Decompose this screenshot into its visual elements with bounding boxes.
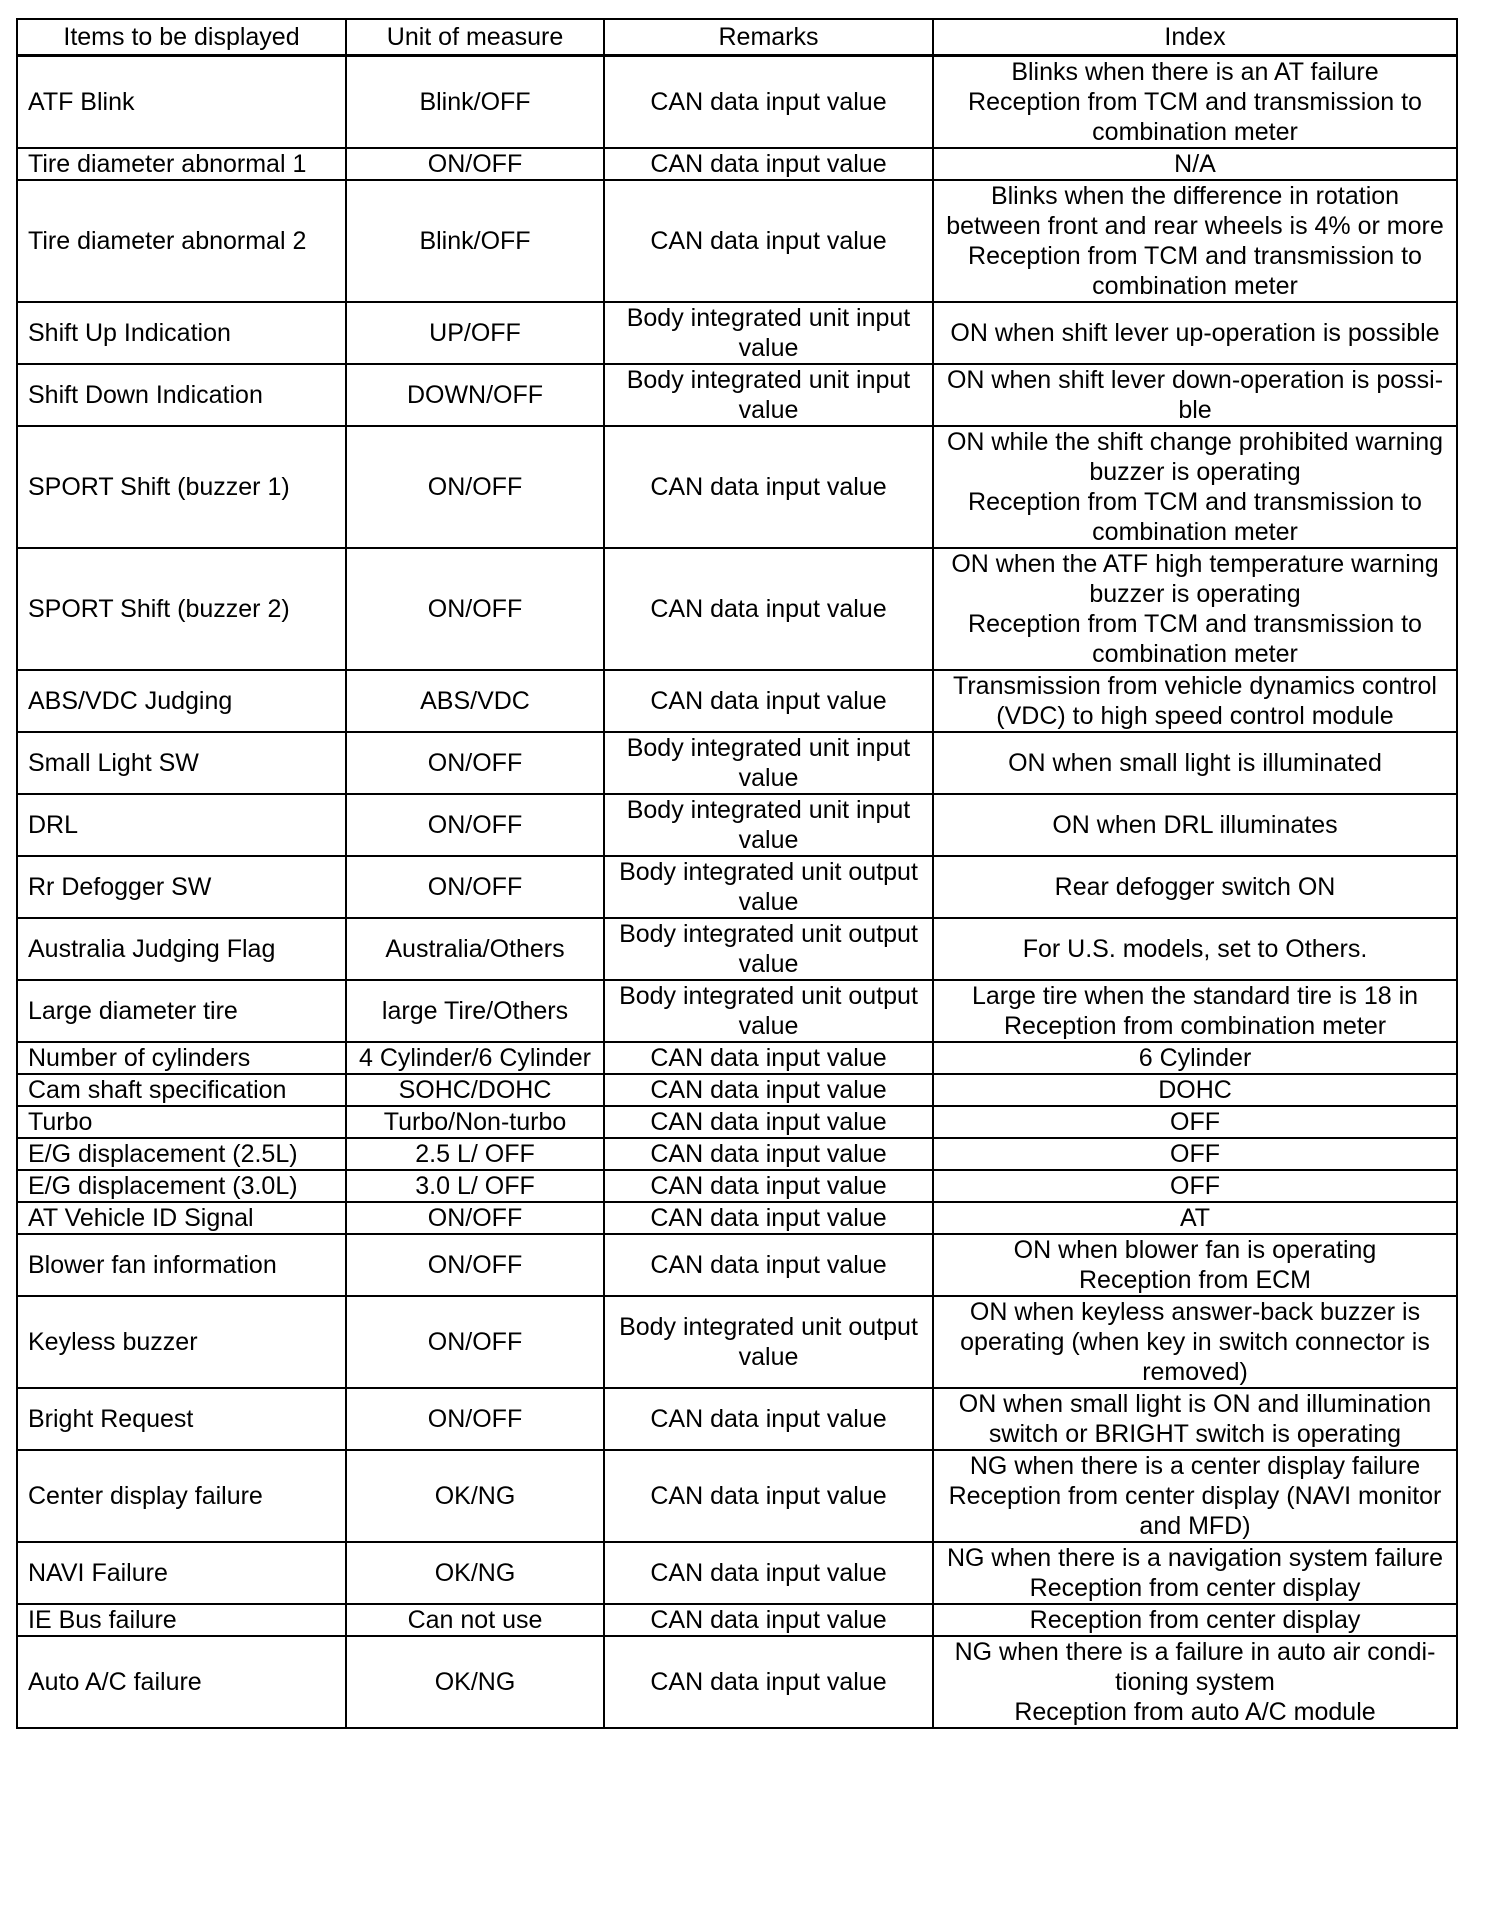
index-cell: For U.S. models, set to Others. — [933, 918, 1457, 980]
remarks-cell: Body integrated unit output value — [604, 918, 933, 980]
remarks-cell: Body integrated unit input value — [604, 794, 933, 856]
item-cell: AT Vehicle ID Signal — [17, 1202, 346, 1234]
item-cell: Blower fan information — [17, 1234, 346, 1296]
item-cell: Tire diameter abnormal 1 — [17, 148, 346, 180]
item-cell: Center display failure — [17, 1450, 346, 1542]
table-row — [17, 1138, 1457, 1170]
item-cell: NAVI Failure — [17, 1542, 346, 1604]
remarks-cell: CAN data input value — [604, 1042, 933, 1074]
table-row — [17, 670, 1457, 732]
item-cell: Turbo — [17, 1106, 346, 1138]
index-cell: ON when small light is illuminated — [933, 732, 1457, 794]
remarks-cell: CAN data input value — [604, 1074, 933, 1106]
index-cell: ON when blower fan is operating Reception from ECM — [933, 1234, 1457, 1296]
unit-cell: ON/OFF — [346, 794, 604, 856]
remarks-cell: CAN data input value — [604, 1636, 933, 1728]
remarks-cell: CAN data input value — [604, 180, 933, 302]
unit-cell: ON/OFF — [346, 1388, 604, 1450]
table-row — [17, 1106, 1457, 1138]
item-cell: Keyless buzzer — [17, 1296, 346, 1388]
remarks-cell: CAN data input value — [604, 1106, 933, 1138]
remarks-cell: CAN data input value — [604, 1138, 933, 1170]
table-row — [17, 918, 1457, 980]
table-row — [17, 180, 1457, 302]
item-cell: SPORT Shift (buzzer 2) — [17, 548, 346, 670]
item-cell: Bright Request — [17, 1388, 346, 1450]
remarks-cell: CAN data input value — [604, 1542, 933, 1604]
index-cell: NG when there is a navigation system failure Reception from center display — [933, 1542, 1457, 1604]
item-cell: IE Bus failure — [17, 1604, 346, 1636]
header-index: Index — [933, 19, 1457, 56]
index-cell: Blinks when there is an AT failure Reception from TCM and transmission to combination meter — [933, 56, 1457, 149]
unit-cell: ON/OFF — [346, 856, 604, 918]
remarks-cell: Body integrated unit input value — [604, 364, 933, 426]
table-row — [17, 1388, 1457, 1450]
remarks-cell: CAN data input value — [604, 1604, 933, 1636]
index-cell: Large tire when the standard tire is 18 in Reception from combination meter — [933, 980, 1457, 1042]
unit-cell: 3.0 L/ OFF — [346, 1170, 604, 1202]
unit-cell: UP/OFF — [346, 302, 604, 364]
table-row — [17, 1450, 1457, 1542]
item-cell: Australia Judging Flag — [17, 918, 346, 980]
table-row — [17, 1542, 1457, 1604]
item-cell: E/G displacement (3.0L) — [17, 1170, 346, 1202]
index-cell: OFF — [933, 1138, 1457, 1170]
unit-cell: ON/OFF — [346, 548, 604, 670]
item-cell: Rr Defogger SW — [17, 856, 346, 918]
unit-cell: OK/NG — [346, 1636, 604, 1728]
table-row — [17, 1170, 1457, 1202]
index-cell: NG when there is a failure in auto air condi- tioning system Reception from auto A/C module — [933, 1636, 1457, 1728]
unit-cell: 2.5 L/ OFF — [346, 1138, 604, 1170]
table-row — [17, 364, 1457, 426]
index-cell: OFF — [933, 1106, 1457, 1138]
remarks-cell: CAN data input value — [604, 1202, 933, 1234]
item-cell: Tire diameter abnormal 2 — [17, 180, 346, 302]
index-cell: Blinks when the difference in rotation between front and rear wheels is 4% or more Reception from TCM and transmission to combination meter — [933, 180, 1457, 302]
remarks-cell: Body integrated unit output value — [604, 980, 933, 1042]
item-cell: Shift Down Indication — [17, 364, 346, 426]
item-cell: Cam shaft specification — [17, 1074, 346, 1106]
table-row — [17, 980, 1457, 1042]
index-cell: NG when there is a center display failure Reception from center display (NAVI monitor and MFD) — [933, 1450, 1457, 1542]
unit-cell: ON/OFF — [346, 426, 604, 548]
index-cell: ON while the shift change prohibited warning buzzer is operating Reception from TCM and transmission to combination meter — [933, 426, 1457, 548]
table-row — [17, 1636, 1457, 1728]
index-cell: ON when keyless answer-back buzzer is operating (when key in switch connector is removed) — [933, 1296, 1457, 1388]
item-cell: Number of cylinders — [17, 1042, 346, 1074]
unit-cell: large Tire/Others — [346, 980, 604, 1042]
table-row — [17, 1296, 1457, 1388]
index-cell: ON when shift lever up-operation is possible — [933, 302, 1457, 364]
item-cell: SPORT Shift (buzzer 1) — [17, 426, 346, 548]
table-row — [17, 856, 1457, 918]
table-row — [17, 1074, 1457, 1106]
table-row — [17, 1234, 1457, 1296]
unit-cell: Blink/OFF — [346, 180, 604, 302]
unit-cell: Australia/Others — [346, 918, 604, 980]
remarks-cell: CAN data input value — [604, 548, 933, 670]
table-row — [17, 1202, 1457, 1234]
unit-cell: ON/OFF — [346, 732, 604, 794]
item-cell: DRL — [17, 794, 346, 856]
index-cell: ON when small light is ON and illumination switch or BRIGHT switch is operating — [933, 1388, 1457, 1450]
unit-cell: ON/OFF — [346, 1234, 604, 1296]
unit-cell: ON/OFF — [346, 148, 604, 180]
table-header-row — [17, 19, 1457, 56]
index-cell: OFF — [933, 1170, 1457, 1202]
item-cell: Small Light SW — [17, 732, 346, 794]
table-row — [17, 732, 1457, 794]
unit-cell: SOHC/DOHC — [346, 1074, 604, 1106]
index-cell: ON when DRL illuminates — [933, 794, 1457, 856]
index-cell: 6 Cylinder — [933, 1042, 1457, 1074]
remarks-cell: Body integrated unit input value — [604, 302, 933, 364]
remarks-cell: Body integrated unit output value — [604, 1296, 933, 1388]
table-body — [17, 56, 1457, 1729]
index-cell: AT — [933, 1202, 1457, 1234]
remarks-cell: CAN data input value — [604, 1388, 933, 1450]
item-cell: Large diameter tire — [17, 980, 346, 1042]
unit-cell: ABS/VDC — [346, 670, 604, 732]
remarks-cell: Body integrated unit input value — [604, 732, 933, 794]
unit-cell: Can not use — [346, 1604, 604, 1636]
unit-cell: Turbo/Non-turbo — [346, 1106, 604, 1138]
unit-cell: OK/NG — [346, 1542, 604, 1604]
header-remarks: Remarks — [604, 19, 933, 56]
index-cell: ON when shift lever down-operation is possi- ble — [933, 364, 1457, 426]
table-row — [17, 548, 1457, 670]
unit-cell: ON/OFF — [346, 1202, 604, 1234]
remarks-cell: CAN data input value — [604, 148, 933, 180]
unit-cell: 4 Cylinder/6 Cylinder — [346, 1042, 604, 1074]
header-items: Items to be displayed — [17, 19, 346, 56]
table-row — [17, 426, 1457, 548]
unit-cell: OK/NG — [346, 1450, 604, 1542]
remarks-cell: CAN data input value — [604, 56, 933, 149]
index-cell: Rear defogger switch ON — [933, 856, 1457, 918]
item-cell: Shift Up Indication — [17, 302, 346, 364]
remarks-cell: CAN data input value — [604, 1170, 933, 1202]
remarks-cell: CAN data input value — [604, 426, 933, 548]
remarks-cell: CAN data input value — [604, 1450, 933, 1542]
table-row — [17, 1042, 1457, 1074]
index-cell: ON when the ATF high temperature warning buzzer is operating Reception from TCM and transmission to combination meter — [933, 548, 1457, 670]
index-cell: DOHC — [933, 1074, 1457, 1106]
header-unit: Unit of measure — [346, 19, 604, 56]
table-row — [17, 302, 1457, 364]
table-row — [17, 1604, 1457, 1636]
data-monitor-table — [16, 18, 1458, 1729]
unit-cell: Blink/OFF — [346, 56, 604, 149]
remarks-cell: CAN data input value — [604, 1234, 933, 1296]
item-cell: Auto A/C failure — [17, 1636, 346, 1728]
item-cell: ABS/VDC Judging — [17, 670, 346, 732]
unit-cell: ON/OFF — [346, 1296, 604, 1388]
table-row — [17, 148, 1457, 180]
remarks-cell: CAN data input value — [604, 670, 933, 732]
table-row — [17, 56, 1457, 149]
item-cell: E/G displacement (2.5L) — [17, 1138, 346, 1170]
item-cell: ATF Blink — [17, 56, 346, 149]
unit-cell: DOWN/OFF — [346, 364, 604, 426]
index-cell: Reception from center display — [933, 1604, 1457, 1636]
table-row — [17, 794, 1457, 856]
index-cell: Transmission from vehicle dynamics control (VDC) to high speed control module — [933, 670, 1457, 732]
index-cell: N/A — [933, 148, 1457, 180]
remarks-cell: Body integrated unit output value — [604, 856, 933, 918]
